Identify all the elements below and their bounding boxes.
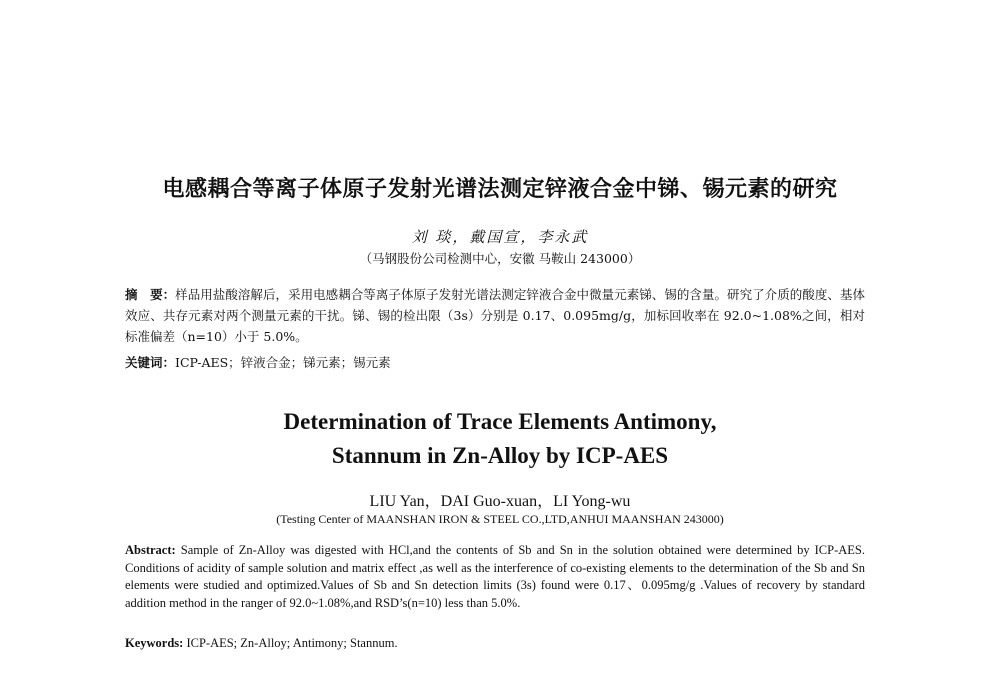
english-title-line-1: Determination of Trace Elements Antimony, <box>283 409 717 434</box>
english-keywords-label: Keywords: <box>125 636 184 650</box>
chinese-abstract <box>125 284 865 347</box>
english-abstract <box>125 542 865 612</box>
english-affiliation: (Testing Center of MAANSHAN IRON & STEEL CO.,LTD,ANHUI MAANSHAN 243000) <box>276 512 724 526</box>
english-abstract-text: Sample of Zn-Alloy was digested with HCl,and the contents of Sb and Sn in the solution obtained were determined by ICP-AES. Conditions of acidity of sample solution and matrix effect ,as well as the interference of co-existing elements to the determination of the Sb and Sn elements were studied and optimized.Values of Sb and Sn detection limits (3s) found were 0.17、0.095mg/g .Values of recovery by standard addition method in the ranger of 92.0~1.08%,and RSD’s(n=10) less than 5.0%. <box>125 543 865 610</box>
chinese-abstract-text: 样品用盐酸溶解后，采用电感耦合等离子体原子发射光谱法测定锌液合金中微量元素锑、锡的含量。研究了介质的酸度、基体效应、共存元素对两个测量元素的干扰。锑、锡的检出限（3s）分别是 0.17、0.095mg/g，加标回收率在 92.0~1.08%之间，相对标准偏差（n=10）小于 5.0%。 <box>125 287 865 344</box>
chinese-affiliation: （马钢股份公司检测中心，安徽 马鞍山 243000） <box>359 251 641 266</box>
chinese-title: 电感耦合等离子体原子发射光谱法测定锌液合金中锑、锡元素的研究 <box>162 177 838 202</box>
chinese-keywords-text: ICP-AES；锌液合金；锑元素；锡元素 <box>175 355 391 370</box>
english-abstract-label: Abstract: <box>125 543 176 557</box>
english-keywords-text: ICP-AES; Zn-Alloy; Antimony; Stannum. <box>183 636 398 650</box>
chinese-keywords-label: 关键词： <box>125 355 176 370</box>
english-keywords <box>125 636 398 651</box>
chinese-keywords <box>125 353 391 371</box>
english-title <box>0 405 1000 473</box>
chinese-abstract-label: 摘 要： <box>125 287 176 302</box>
english-authors: LIU Yan，DAI Guo-xuan，LI Yong-wu <box>369 493 631 510</box>
chinese-authors: 刘 琰，戴国宣，李永武 <box>411 228 589 246</box>
english-title-line-2: Stannum in Zn-Alloy by ICP-AES <box>331 443 669 468</box>
